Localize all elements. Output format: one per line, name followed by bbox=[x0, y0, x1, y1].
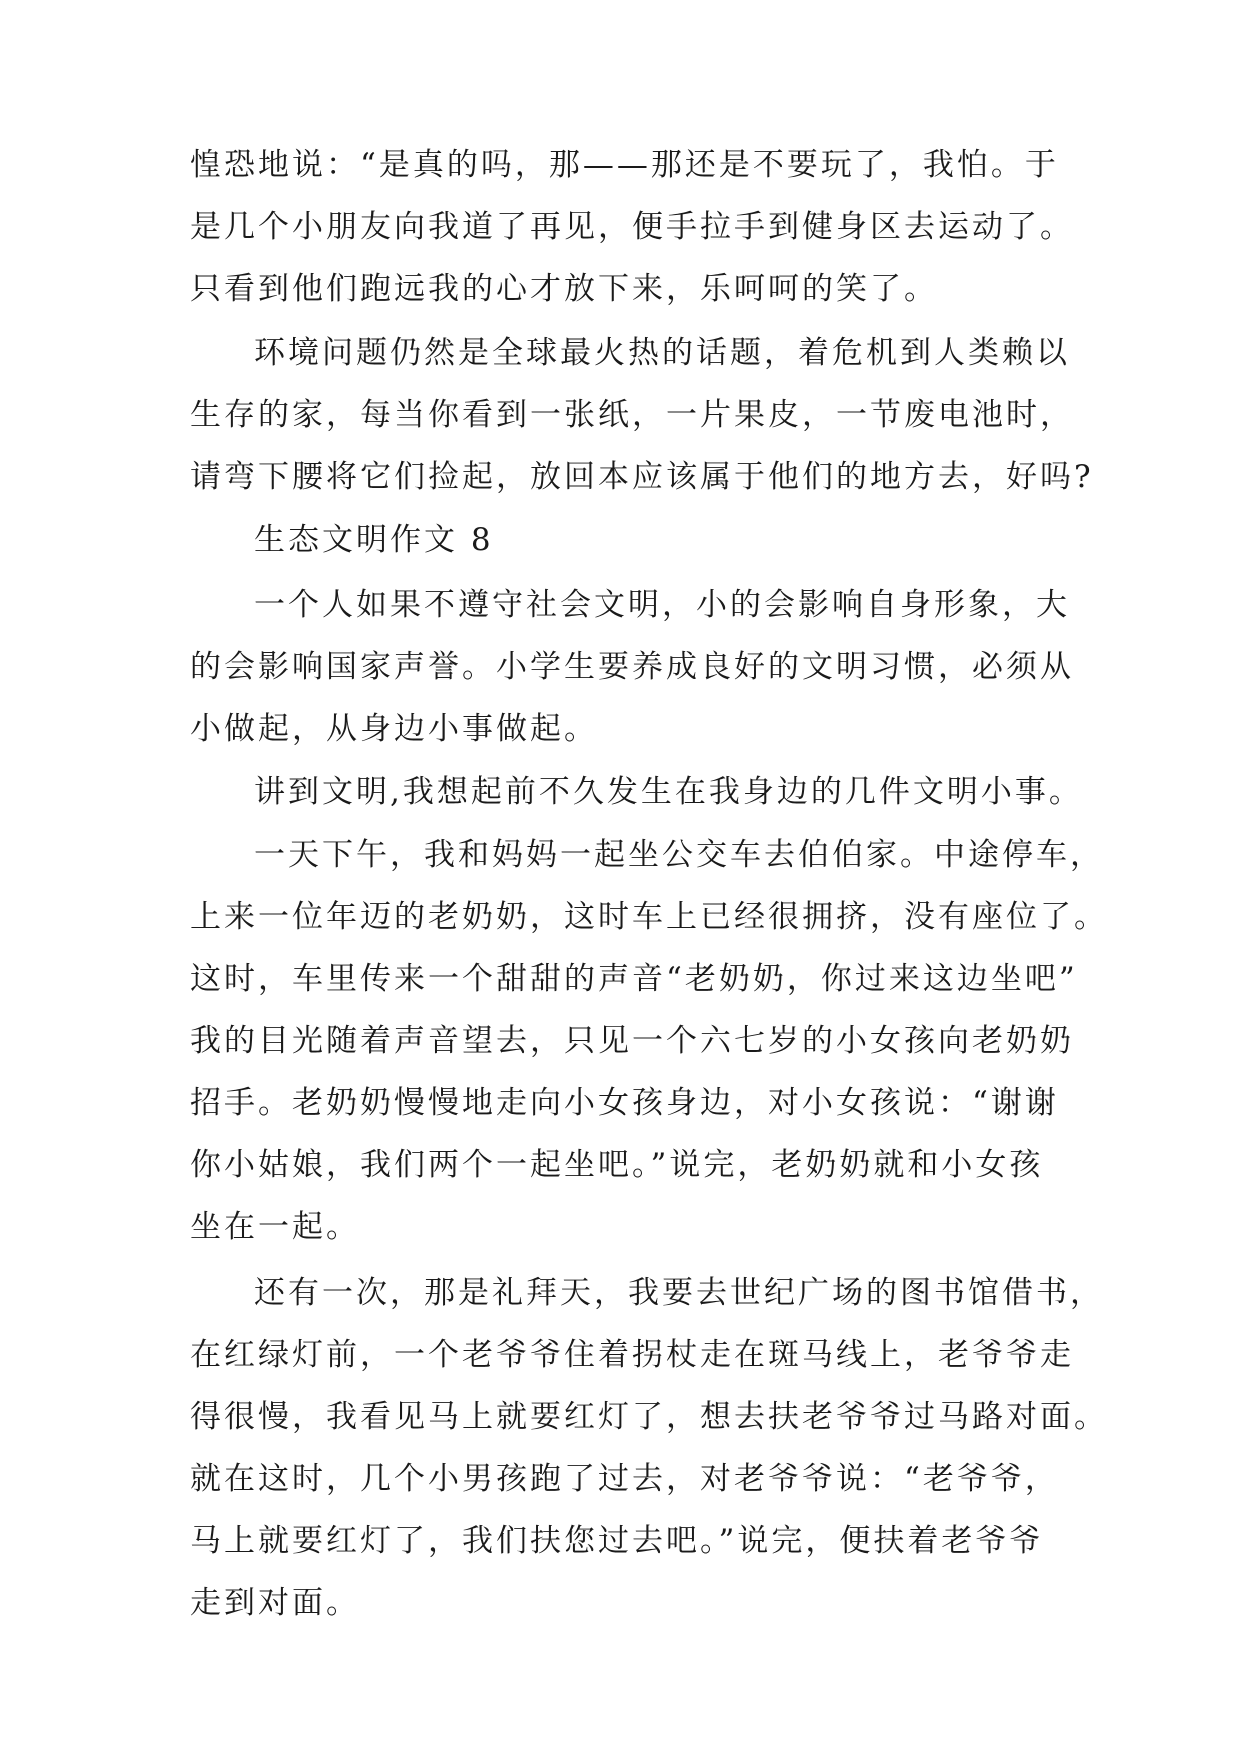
text-line: 只看到他们跑远我的心才放下来，乐呵呵的笑了。 bbox=[190, 271, 938, 307]
text-line: 招手。老奶奶慢慢地走向小女孩身边，对小女孩说：“谢谢 bbox=[190, 1085, 1059, 1121]
text-line: 我的目光随着声音望去，只见一个六七岁的小女孩向老奶奶 bbox=[190, 1023, 1074, 1059]
text-line: 坐在一起。 bbox=[190, 1209, 360, 1245]
paragraph-first-line: 一个人如果不遵守社会文明，小的会影响自身形象，大 bbox=[254, 587, 1070, 623]
text-line: 生存的家，每当你看到一张纸，一片果皮，一节废电池时， bbox=[190, 397, 1074, 433]
text-line: 就在这时，几个小男孩跑了过去，对老爷爷说：“老爷爷， bbox=[190, 1461, 1059, 1497]
paragraph-first-line: 环境问题仍然是全球最火热的话题，着危机到人类赖以 bbox=[254, 335, 1070, 371]
text-line: 上来一位年迈的老奶奶，这时车上已经很拥挤，没有座位了。 bbox=[190, 899, 1108, 935]
text-line: 这时，车里传来一个甜甜的声音“老奶奶，你过来这边坐吧” bbox=[190, 961, 1078, 997]
text-line: 惶恐地说：“是真的吗，那——那还是不要玩了，我怕。于 bbox=[190, 147, 1059, 183]
text-line: 小做起，从身边小事做起。 bbox=[190, 711, 598, 747]
paragraph-first-line: 一天下午，我和妈妈一起坐公交车去伯伯家。中途停车， bbox=[254, 837, 1104, 873]
text-line: 是几个小朋友向我道了再见，便手拉手到健身区去运动了。 bbox=[190, 209, 1074, 245]
text-line: 走到对面。 bbox=[190, 1585, 360, 1621]
text-line: 马上就要红灯了，我们扶您过去吧。”说完，便扶着老爷爷 bbox=[190, 1523, 1044, 1559]
text-line: 的会影响国家声誉。小学生要养成良好的文明习惯，必须从 bbox=[190, 649, 1074, 685]
text-line: 你小姑娘，我们两个一起坐吧。”说完，老奶奶就和小女孩 bbox=[190, 1147, 1044, 1183]
paragraph-first-line: 讲到文明,我想起前不久发生在我身边的几件文明小事。 bbox=[254, 774, 1083, 810]
section-heading: 生态文明作文 8 bbox=[254, 522, 494, 558]
paragraph-first-line: 还有一次，那是礼拜天，我要去世纪广场的图书馆借书， bbox=[254, 1275, 1104, 1311]
text-line: 在红绿灯前，一个老爷爷住着拐杖走在斑马线上，老爷爷走 bbox=[190, 1337, 1074, 1373]
text-line: 请弯下腰将它们捡起，放回本应该属于他们的地方去，好吗? bbox=[190, 459, 1094, 495]
text-line: 得很慢，我看见马上就要红灯了，想去扶老爷爷过马路对面。 bbox=[190, 1399, 1108, 1435]
